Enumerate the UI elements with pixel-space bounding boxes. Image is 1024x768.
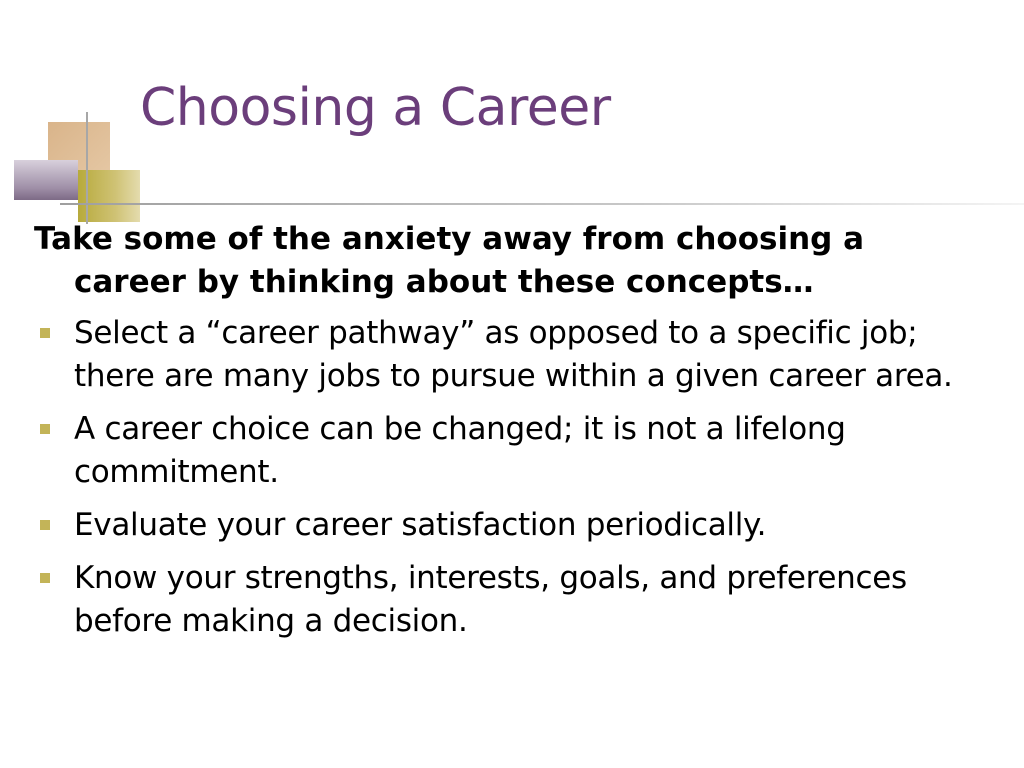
list-item-text: Select a “career pathway” as opposed to a specific job; there are many jobs to pursue within a given career area. — [74, 315, 953, 394]
list-item-text: Evaluate your career satisfaction periodically. — [74, 507, 767, 543]
title-underline-rule — [60, 203, 1024, 205]
square-bullet-icon — [40, 424, 50, 434]
square-bullet-icon — [40, 520, 50, 530]
bullet-list — [34, 312, 984, 643]
purple-square-decoration — [14, 160, 78, 200]
vertical-rule — [86, 112, 88, 224]
list-item — [34, 408, 984, 494]
list-item-text: A career choice can be changed; it is not a lifelong commitment. — [74, 411, 846, 490]
decorative-squares — [0, 0, 150, 230]
list-item — [34, 504, 984, 547]
list-item-text: Know your strengths, interests, goals, and preferences before making a decision. — [74, 560, 907, 639]
slide-title: Choosing a Career — [140, 78, 611, 138]
list-item — [34, 557, 984, 643]
slide-body — [34, 218, 984, 653]
square-bullet-icon — [40, 573, 50, 583]
lead-statement: Take some of the anxiety away from choosing a career by thinking about these concepts… — [34, 221, 865, 300]
square-bullet-icon — [40, 328, 50, 338]
list-item — [34, 312, 984, 398]
